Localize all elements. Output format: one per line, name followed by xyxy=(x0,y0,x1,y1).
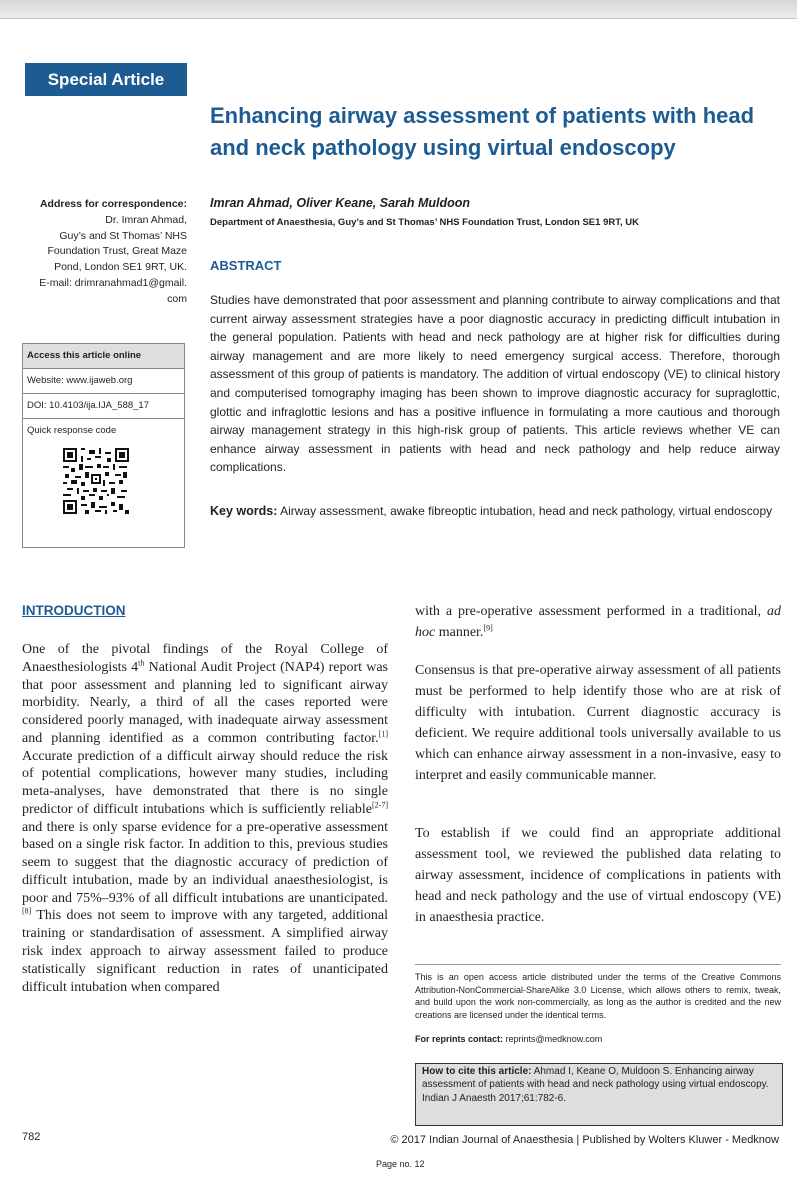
text-run: manner. xyxy=(435,625,484,640)
reference-link[interactable]: [9] xyxy=(483,623,493,633)
reprints-label: For reprints contact: xyxy=(415,1034,504,1044)
correspondence-line: E-mail: drimranahmad1@gmail. xyxy=(39,276,187,289)
intro-paragraph-1 xyxy=(22,641,388,996)
qr-label: Quick response code xyxy=(27,425,117,436)
department: Department of Anaesthesia, Guy’s and St Thomas’ NHS Foundation Trust, London SE1 9RT, UK xyxy=(210,217,639,228)
correspondence-line: Foundation Trust, Great Maze xyxy=(47,245,187,258)
intro-paragraph-2: Consensus is that pre-operative airway assessment of all patients must be performed to help identify those who are at risk of difficulty with intubation. Current diagnostic accuracy is deficient. We require additional tools universally available to us which can enhance airway assessment in a non-invasive, easy to interpret and easily communicable manner. xyxy=(415,663,781,783)
keywords-text: Airway assessment, awake fibreoptic intubation, head and neck pathology, virtual endoscopy xyxy=(280,504,773,518)
authors: Imran Ahmad, Oliver Keane, Sarah Muldoon xyxy=(210,196,471,210)
abstract-text: Studies have demonstrated that poor assessment and planning contribute to airway complications and that current airway assessment strategies have a poor diagnostic accuracy in predicting difficult intubation in the general population. Patients with head and neck pathology are at higher risk for difficulties during airway management and are more likely to need emergency surgical access. Therefore, thorough assessment of this group of patients is mandatory. The addition of virtual endoscopy (VE) to clinical history and computerised tomography imaging has been shown to improve diagnostic accuracy for supraglottic, glottic and infraglottic lesions and has a positive influence in formulating a more cautious and thorough airway management strategy in this high-risk group of patients. This article reviews whether VE can enhance airway assessment in patients with head and neck pathology and help reduce airway complications. xyxy=(210,293,780,475)
reprints-email[interactable]: reprints@medknow.com xyxy=(505,1034,603,1044)
correspondence-line: Guy’s and St Thomas’ NHS xyxy=(59,229,187,242)
keywords xyxy=(210,502,780,521)
correspondence-block xyxy=(22,197,187,307)
article-title: Enhancing airway assessment of patients with head and neck pathology using virtual endoscopy xyxy=(210,103,755,160)
access-box xyxy=(22,343,185,548)
superscript: th xyxy=(138,658,145,668)
text-run: Accurate prediction of a difficult airway should reduce the risk of potential complications, however many studies, including meta-analyses, have demonstrated that there is no single predictor of difficult intubations which is sufficiently reliable xyxy=(22,748,388,817)
abstract-heading: ABSTRACT xyxy=(210,258,282,273)
license-text: This is an open access article distributed under the terms of the Creative Commons Attribution-NonCommercial-ShareAlike 3.0 License, which allows others to remix, tweak, and build upon the work non-commercially, as long as the author is credited and the new creations are licensed under the identical terms. xyxy=(415,972,781,1020)
text-run: This does not seem to improve with any targeted, additional training or standardisation of assessment. A simplified airway risk index approach to airway assessment failed to produce statistically significant reduction in rates of unanticipated difficult intubation when compared xyxy=(22,908,388,995)
introduction-heading: INTRODUCTION xyxy=(22,603,126,618)
website-link[interactable]: Website: www.ijaweb.org xyxy=(23,369,184,394)
reference-link[interactable]: [8] xyxy=(22,906,32,916)
citation-box xyxy=(415,1063,783,1126)
italic-text: ad hoc xyxy=(415,604,781,640)
correspondence-heading: Address for correspondence: xyxy=(39,198,187,210)
correspondence-line: Dr. Imran Ahmad, xyxy=(105,213,187,226)
page-label: Page no. 12 xyxy=(376,1159,425,1169)
intro-paragraph-continued xyxy=(415,601,781,643)
citation-text: Ahmad I, Keane O, Muldoon S. Enhancing airway assessment of patients with head and neck pathology using virtual endoscopy. Indian J Anaesth 2017;61:782-6. xyxy=(422,1066,769,1104)
qr-code-icon xyxy=(63,448,129,514)
correspondence-line: com xyxy=(167,292,187,305)
divider xyxy=(415,964,781,965)
article-type-badge: Special Article xyxy=(25,63,187,96)
access-heading: Access this article online xyxy=(23,344,184,369)
top-bar xyxy=(0,0,797,19)
reference-link[interactable]: [2-7] xyxy=(372,800,388,810)
text-run: National Audit Project (NAP4) report was that poor assessment and planning led to significant airway morbidity. Nearly, a third of all the cases reported were considered poorly managed, with inadequate airway assessment and planning identified as a common contributing factor. xyxy=(22,659,388,746)
correspondence-line: Pond, London SE1 9RT, UK. xyxy=(54,261,187,273)
citation-label: How to cite this article: xyxy=(422,1066,532,1077)
reprints xyxy=(415,1034,602,1044)
doi-link[interactable]: DOI: 10.4103/ija.IJA_588_17 xyxy=(23,394,184,419)
text-run: One of the pivotal findings of the Royal College of Anaesthesiologists 4 xyxy=(22,642,388,675)
intro-paragraph-3: To establish if we could find an appropriate additional assessment tool, we reviewed the published data relating to airway assessment, incidence of complications in patients with head and neck pathology and the use of virtual endoscopy (VE) in anaesthesia practice. xyxy=(415,826,781,925)
keywords-label: Key words: xyxy=(210,504,278,518)
reference-link[interactable]: [1] xyxy=(378,729,388,739)
journal-footer: © 2017 Indian Journal of Anaesthesia | Published by Wolters Kluwer - Medknow xyxy=(390,1134,779,1146)
text-run: with a pre-operative assessment performed in a traditional, xyxy=(415,604,767,619)
text-run: and there is only sparse evidence for a pre-operative assessment based on a single risk factor. In addition to this, previous studies seem to suggest that the diagnostic accuracy of prediction of difficult intubation, made by an individual anaesthesiologist, is poor and 75%–93% of all difficult intubations are unanticipated. xyxy=(22,819,388,906)
page-number: 782 xyxy=(22,1131,41,1143)
